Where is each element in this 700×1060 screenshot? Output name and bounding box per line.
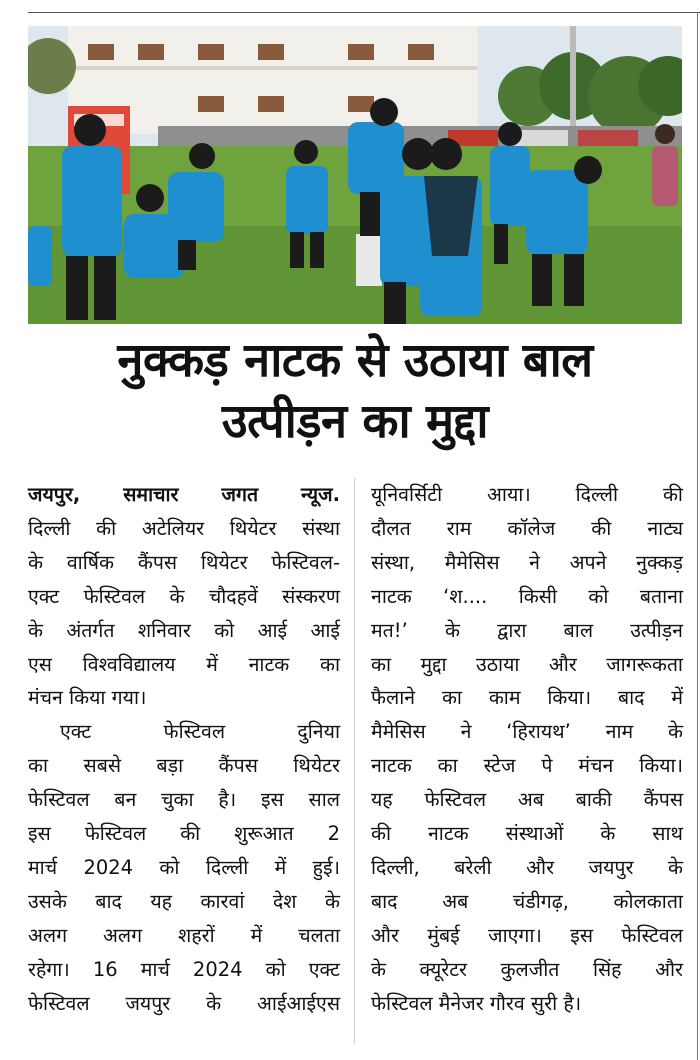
text-line: इस फेस्टिवल की शुरूआत 2: [28, 822, 340, 846]
text-line: नाटक का स्टेज पे मंचन किया।: [371, 754, 683, 778]
text-line: यूनिवर्सिटी आया। दिल्ली की: [371, 483, 683, 506]
text-line: मंचन किया गया।: [28, 686, 147, 710]
text-line: नाटक ‘श.... किसी को बताना: [371, 584, 683, 608]
news-photo: [28, 26, 682, 324]
text-line: फेस्टिवल जयपुर के आईआईएस: [28, 991, 340, 1015]
right-rule: [697, 12, 698, 1060]
text-line: फेस्टिवल मैनेजर गौरव सुरी है।: [371, 991, 582, 1015]
text-line: का मुद्दा उठाया और जागरूकता: [371, 652, 683, 676]
text-line: और मुंबई जाएगा। इस फेस्टिवल: [371, 923, 683, 947]
text-line: फैलाने का काम किया। बाद में: [371, 686, 683, 710]
text-line: दिल्ली, बरेली और जयपुर के: [371, 855, 683, 879]
text-line: दिल्ली की अटेलियर थियेटर संस्था: [28, 516, 340, 540]
text-line: उसके बाद यह कारवां देश के: [28, 889, 340, 913]
text-line: एक्ट फेस्टिवल के चौदहवें संस्करण: [28, 584, 340, 608]
headline-line-1: नुक्कड़ नाटक से उठाया बाल: [117, 333, 593, 388]
text-line: का सबसे बड़ा कैंपस थियेटर: [28, 754, 340, 778]
headline: [28, 330, 682, 452]
text-line: एक्ट फेस्टिवल दुनिया: [60, 720, 340, 744]
column-divider: [354, 478, 355, 1044]
text-line: यह फेस्टिवल अब बाकी कैंपस: [371, 788, 683, 812]
text-line: बाद अब चंडीगढ़, कोलकाता: [371, 889, 683, 913]
text-line: मत!’ के द्वारा बाल उत्पीड़न: [371, 618, 683, 642]
text-line: संस्था, मैमेसिस ने अपने नुक्कड़: [371, 550, 683, 574]
text-line: एस विश्वविद्यालय में नाटक का: [28, 652, 340, 676]
article-column-right: [371, 478, 683, 1021]
text-line: फेस्टिवल बन चुका है। इस साल: [28, 788, 340, 812]
article-column-left: [28, 478, 340, 1021]
text-line: के अंतर्गत शनिवार को आई आई: [28, 618, 340, 642]
text-line: दौलत राम कॉलेज की नाट्य: [371, 516, 683, 540]
text-line: मैमेसिस ने ‘हिरायथ’ नाम के: [371, 720, 683, 744]
top-rule: [28, 12, 700, 13]
text-line: के क्यूरेटर कुलजीत सिंह और: [371, 957, 683, 981]
photo-icon: [28, 26, 682, 324]
text-line: रहेगा। 16 मार्च 2024 को एक्ट: [28, 957, 340, 981]
text-line: मार्च 2024 को दिल्ली में हुई।: [28, 855, 340, 879]
text-line: अलग अलग शहरों में चलता: [28, 923, 340, 947]
text-line: की नाटक संस्थाओं के साथ: [371, 822, 683, 846]
dateline: जयपुर, समाचार जगत न्यूज.: [28, 483, 340, 506]
headline-line-2: उत्पीड़न का मुद्दा: [221, 394, 489, 449]
text-line: के वार्षिक कैंपस थियेटर फेस्टिवल-: [28, 550, 340, 574]
